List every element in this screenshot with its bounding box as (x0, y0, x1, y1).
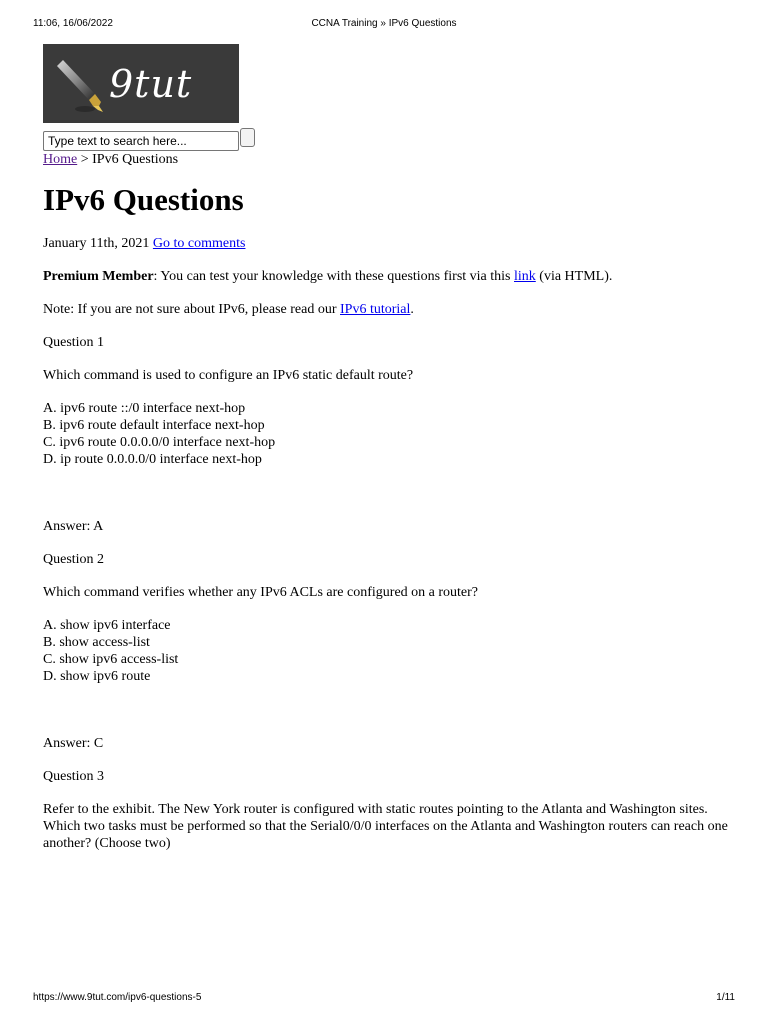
premium-label: Premium Member (43, 269, 154, 284)
premium-text-after: (via HTML). (535, 269, 613, 284)
print-page-title: CCNA Training » IPv6 Questions (311, 18, 457, 29)
page-title: IPv6 Questions (43, 182, 244, 217)
question-text: Which command verifies whether any IPv6 ACLs are configured on a router? (43, 585, 479, 600)
post-date: January 11th, 2021 (43, 236, 150, 251)
note-text: Note: If you are not sure about IPv6, please read our (43, 302, 341, 317)
option-item: A. show ipv6 interface (43, 618, 171, 633)
tutorial-note (43, 301, 733, 318)
print-footer (0, 992, 768, 1006)
question-heading: Question 1 (43, 335, 105, 350)
option-item: D. show ipv6 route (43, 669, 151, 684)
answer-text: Answer: A (43, 519, 104, 534)
answer-text: Answer: C (43, 736, 104, 751)
option-item: B. ipv6 route default interface next-hop (43, 418, 265, 433)
print-url: https://www.9tut.com/ipv6-questions-5 (33, 992, 202, 1003)
search-bar (43, 128, 733, 150)
breadcrumb-separator: > (77, 152, 93, 167)
post-meta (43, 235, 733, 252)
site-logo[interactable] (43, 44, 239, 123)
search-input[interactable] (43, 131, 239, 151)
page-content (43, 44, 733, 852)
option-item: B. show access-list (43, 635, 150, 650)
question-heading: Question 3 (43, 769, 105, 784)
comments-link[interactable]: Go to comments (152, 236, 246, 251)
option-item: D. ip route 0.0.0.0/0 interface next-hop (43, 452, 262, 467)
ipv6-tutorial-link[interactable]: IPv6 tutorial (340, 302, 411, 317)
premium-note (43, 268, 733, 285)
option-item: C. ipv6 route 0.0.0.0/0 interface next-hop (43, 435, 276, 450)
premium-link[interactable]: link (514, 269, 536, 284)
answer-options (43, 617, 733, 685)
print-header (0, 18, 768, 32)
question-text: Refer to the exhibit. The New York router is configured with static routes pointing to the Atlanta and Washington sites. Which two tasks must be performed so that the Serial0/0/0 interfaces on the Atlanta and Washington routers can reach one another? (Choose two) (43, 802, 728, 851)
premium-text: : You can test your knowledge with these questions first via this (153, 269, 514, 284)
option-item: C. show ipv6 access-list (43, 652, 179, 667)
note-text-after: . (410, 302, 414, 317)
answer-options (43, 400, 733, 468)
question-text: Which command is used to configure an IPv6 static default route? (43, 368, 414, 383)
search-button-icon[interactable] (240, 128, 255, 147)
print-datetime: 11:06, 16/06/2022 (33, 18, 113, 29)
logo-text: 9tut (109, 62, 193, 106)
breadcrumb-home-link[interactable]: Home (43, 152, 78, 167)
print-page-number: 1/11 (716, 992, 735, 1003)
option-item: A. ipv6 route ::/0 interface next-hop (43, 401, 246, 416)
breadcrumb-current: IPv6 Questions (92, 152, 179, 167)
question-heading: Question 2 (43, 552, 105, 567)
breadcrumb (43, 151, 733, 168)
